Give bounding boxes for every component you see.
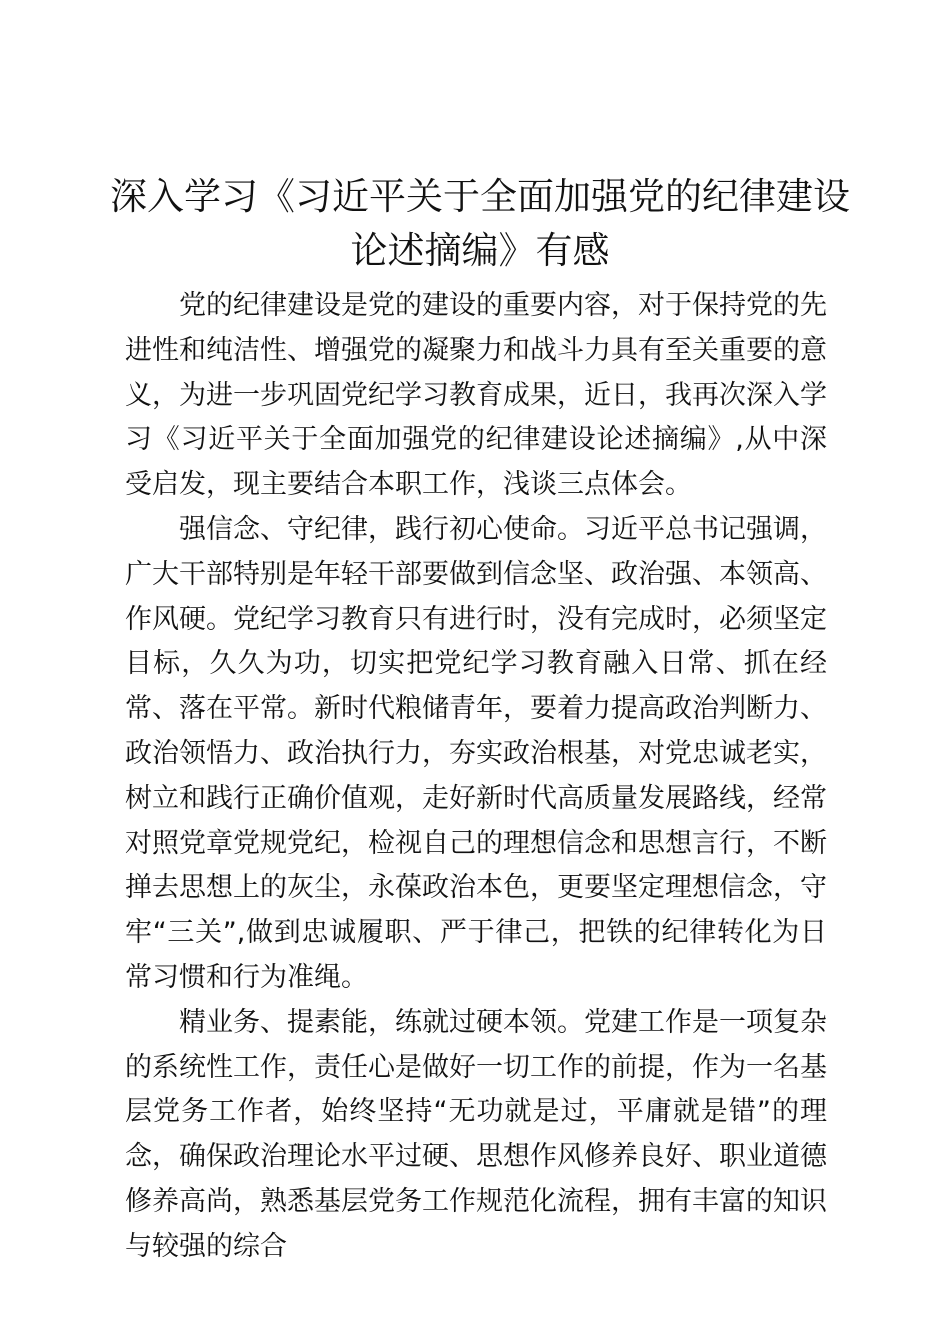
paragraph-belief-discipline: 强信念、守纪律，践行初心使命。习近平总书记强调，广大干部特别是年轻干部要做到信念坚、政治强、本领高、作风硬。党纪学习教育只有进行时，没有完成时，必须坚定目标，久久为功，切实把党纪学习教育融入日常、抓在经常、落在平常。新时代粮储青年，要着力提高政治判断力、政治领悟力、政治执行力，夯实政治根基，对党忠诚老实，树立和践行正确价值观，走好新时代高质量发展路线，经常对照党章党规党纪，检视自己的理想信念和思想言行，不断掸去思想上的灰尘，永葆政治本色，更要坚定理想信念，守牢“三关”,做到忠诚履职、严于律己，把铁的纪律转化为日常习惯和行为准绳。 — [125, 513, 827, 993]
paragraph-intro: 党的纪律建设是党的建设的重要内容，对于保持党的先进性和纯洁性、增强党的凝聚力和战斗力具有至关重要的意义，为进一步巩固党纪学习教育成果，近日，我再次深入学习《习近平关于全面加强党的纪律建设论述摘编》,从中深受启发，现主要结合本职工作，浅谈三点体会。 — [125, 290, 827, 501]
document-body — [125, 284, 827, 1270]
paragraph-skills: 精业务、提素能，练就过硬本领。党建工作是一项复杂的系统性工作，责任心是做好一切工作的前提，作为一名基层党务工作者，始终坚持“无功就是过，平庸就是错”的理念，确保政治理论水平过硬、思想作风修养良好、职业道德修养高尚，熟悉基层党务工作规范化流程，拥有丰富的知识与较强的综合 — [125, 1006, 827, 1262]
document-title: 深入学习《习近平关于全面加强党的纪律建设论述摘编》有感 — [110, 175, 850, 272]
